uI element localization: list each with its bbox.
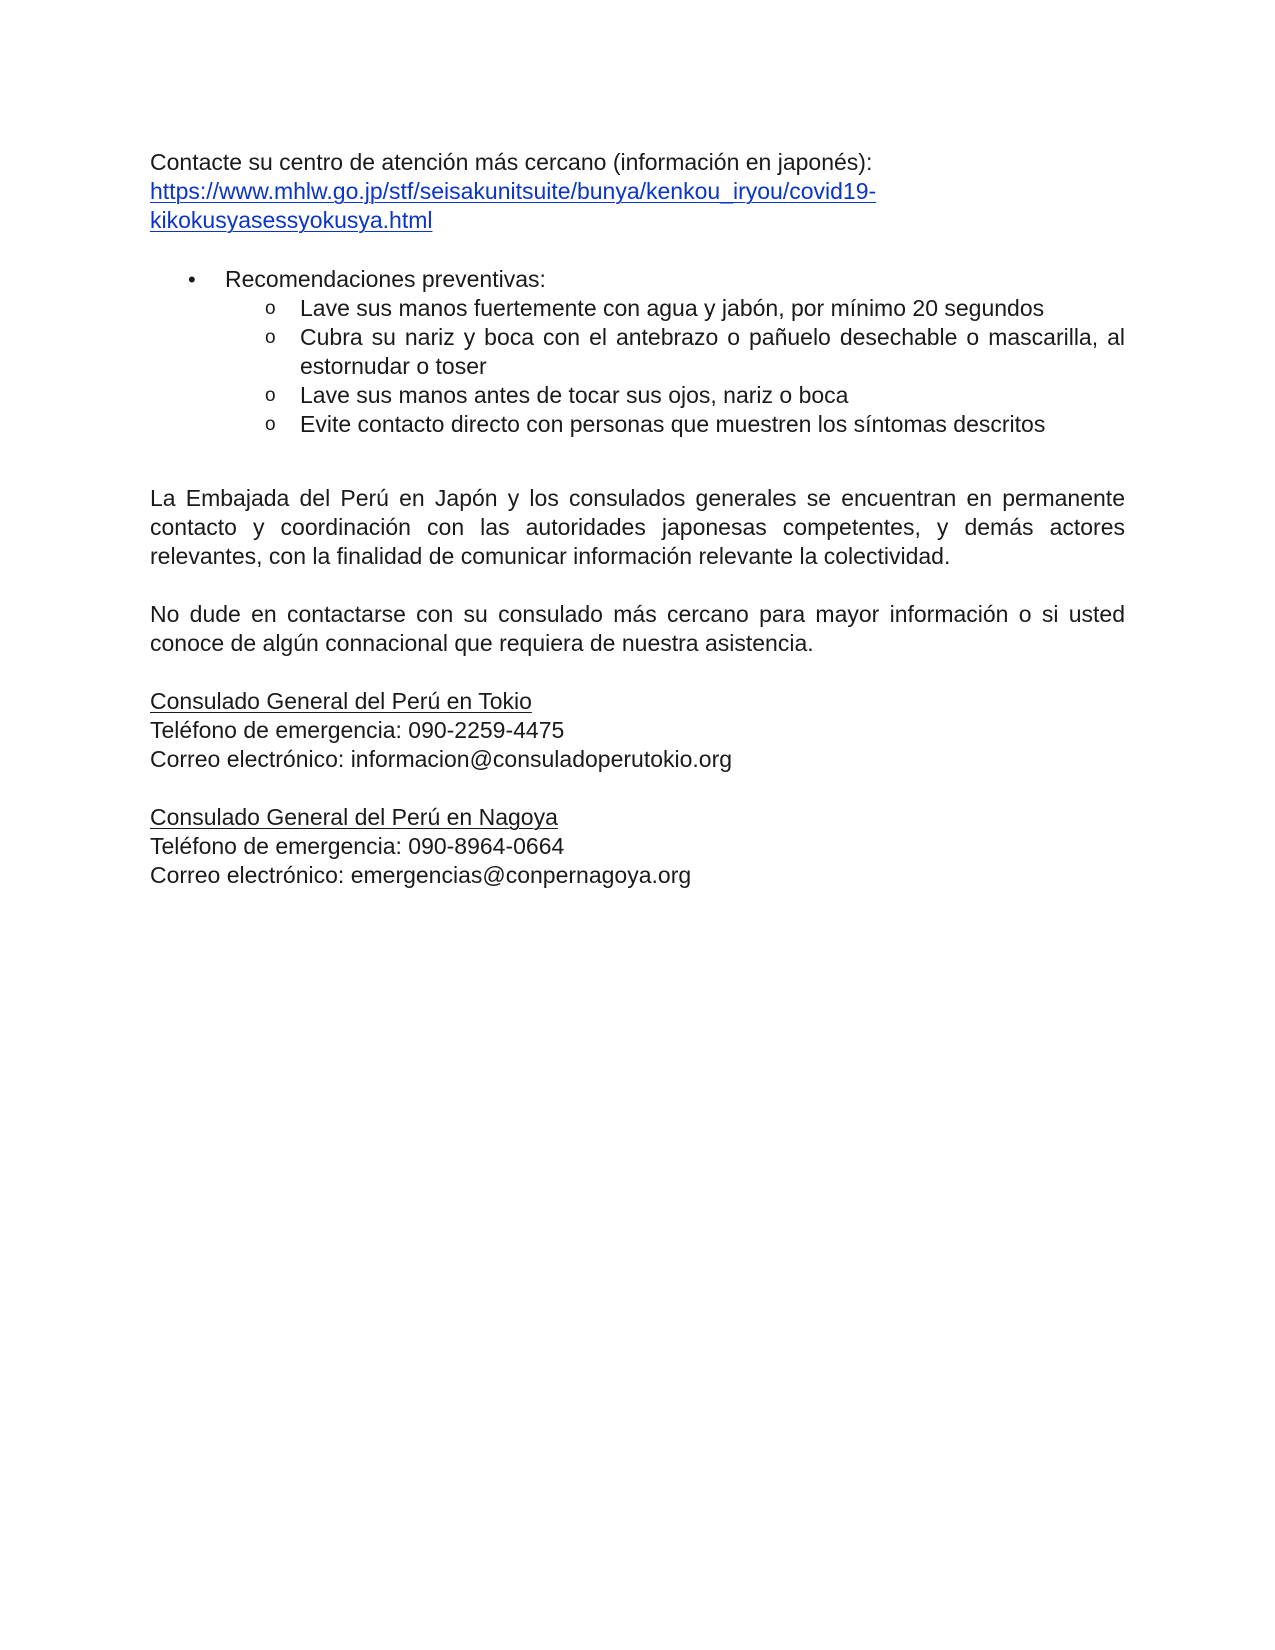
consulate-email: Correo electrónico: emergencias@conpernagoya.org [150, 862, 692, 888]
contact-paragraph: No dude en contactarse con su consulado más cercano para mayor información o si usted conoce de algún connacional que requiera de nuestra asistencia. [150, 601, 1125, 656]
circle-bullet-icon: o [265, 385, 276, 406]
consulate-email: Correo electrónico: informacion@consuladoperutokio.org [150, 746, 733, 772]
mhlw-link-line-1[interactable]: https://www.mhlw.go.jp/stf/seisakunitsuite/bunya/kenkou_iryou/covid19- [150, 178, 877, 204]
list-item-text: Lave sus manos fuertemente con agua y jabón, por mínimo 20 segundos [300, 295, 1045, 321]
mhlw-link-line-2[interactable]: kikokusyasessyokusya.html [150, 207, 433, 233]
list-item-text: Cubra su nariz y boca con el antebrazo o pañuelo desechable o mascarilla, al estornudar o toser [300, 324, 1125, 379]
list-item-text: Lave sus manos antes de tocar sus ojos, nariz o boca [300, 382, 849, 408]
list-item [150, 381, 1125, 410]
consulate-nagoya [150, 803, 1125, 890]
intro-text: Contacte su centro de atención más cercano (información en japonés): [150, 149, 873, 175]
consulate-name: Consulado General del Perú en Tokio [150, 688, 532, 714]
consulate-name: Consulado General del Perú en Nagoya [150, 804, 558, 830]
bullet-icon: • [188, 267, 196, 292]
list-item [150, 410, 1125, 439]
document-page [150, 148, 1125, 890]
consulate-tokio [150, 687, 1125, 774]
recommendations-heading: Recomendaciones preventivas: [225, 266, 546, 292]
consulate-phone: Teléfono de emergencia: 090-8964-0664 [150, 833, 565, 859]
circle-bullet-icon: o [265, 298, 276, 319]
list-item [150, 294, 1125, 323]
circle-bullet-icon: o [265, 327, 276, 348]
recommendations-list [150, 265, 1125, 439]
consulate-phone: Teléfono de emergencia: 090-2259-4475 [150, 717, 565, 743]
recommendations-heading-row [150, 265, 1125, 294]
circle-bullet-icon: o [265, 414, 276, 435]
embassy-paragraph: La Embajada del Perú en Japón y los consulados generales se encuentran en permanente contacto y coordinación con las autoridades japonesas competentes, y demás actores relevantes, con la finalidad de comunicar información relevante la colectividad. [150, 485, 1125, 569]
recommendations-sublist [150, 294, 1125, 439]
list-item-text: Evite contacto directo con personas que muestren los síntomas descritos [300, 411, 1046, 437]
mhlw-link[interactable] [150, 177, 1125, 235]
list-item [150, 323, 1125, 381]
